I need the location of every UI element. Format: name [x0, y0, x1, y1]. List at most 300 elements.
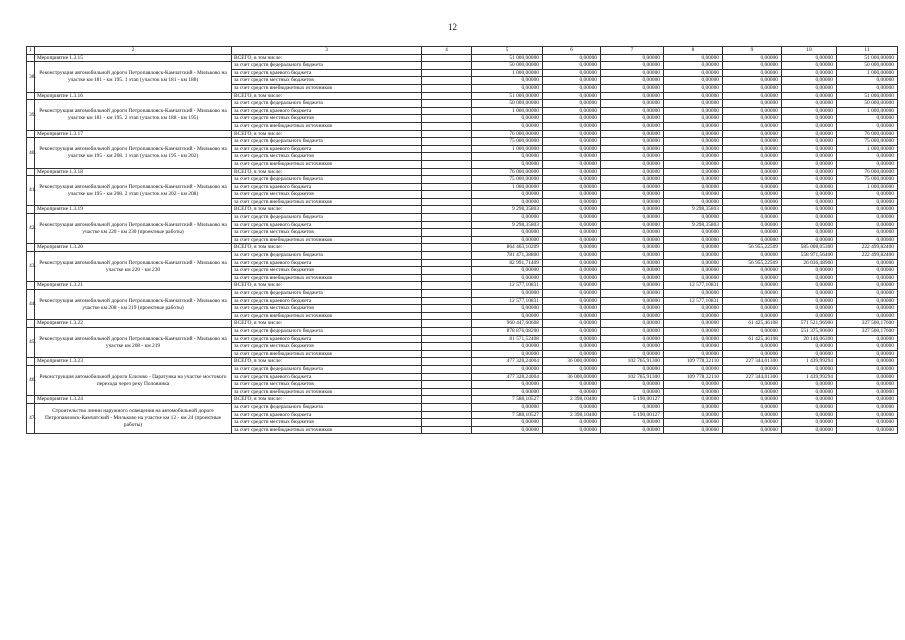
amount-cell: 50 000,00000	[837, 62, 898, 70]
amount-cell: 0,00000	[664, 92, 723, 100]
amount-cell: 0,00000	[664, 381, 723, 389]
column-4-empty	[422, 373, 472, 381]
amount-cell: 0,00000	[543, 312, 601, 320]
event-title: Мероприятие 1.3.15	[35, 54, 232, 62]
amount-cell: 0,00000	[543, 388, 601, 396]
amount-cell: 2 398,10400	[543, 411, 601, 419]
funding-source: за счет средств внебюджетных источников	[232, 312, 422, 320]
column-4-empty	[422, 290, 472, 298]
amount-cell: 0,00000	[723, 290, 782, 298]
column-4-empty	[422, 206, 472, 214]
event-title: Мероприятие 1.3.21	[35, 282, 232, 290]
table-row	[27, 168, 898, 176]
amount-cell: 51 000,00000	[837, 92, 898, 100]
amount-cell: 0,00000	[723, 130, 782, 138]
amount-cell: 0,00000	[723, 153, 782, 161]
amount-cell: 0,00000	[543, 259, 601, 267]
amount-cell: 61 425,46108	[723, 320, 782, 328]
amount-cell: 0,00000	[472, 115, 543, 123]
table-row	[27, 62, 898, 70]
amount-cell: 0,00000	[543, 244, 601, 252]
amount-cell: 0,00000	[543, 403, 601, 411]
funding-source: за счет средств внебюджетных источников	[232, 426, 422, 434]
amount-cell: 12 577,10831	[472, 282, 543, 290]
amount-cell: 0,00000	[782, 236, 837, 244]
table-row	[27, 138, 898, 146]
amount-cell: 7 588,10527	[472, 411, 543, 419]
amount-cell: 0,00000	[472, 267, 543, 275]
table-row	[27, 358, 898, 366]
amount-cell: 0,00000	[601, 290, 664, 298]
event-title: Мероприятие 1.3.16	[35, 92, 232, 100]
amount-cell: 0,00000	[782, 312, 837, 320]
amount-cell: 0,00000	[782, 168, 837, 176]
amount-cell: 26 036,48900	[782, 259, 837, 267]
amount-cell: 0,00000	[543, 381, 601, 389]
amount-cell: 0,00000	[601, 198, 664, 206]
amount-cell: 51 000,00000	[472, 92, 543, 100]
amount-cell: 0,00000	[601, 62, 664, 70]
table-row	[27, 244, 898, 252]
amount-cell: 75 000,00000	[837, 176, 898, 184]
amount-cell: 0,00000	[543, 138, 601, 146]
amount-cell: 0,00000	[472, 77, 543, 85]
object-name: Реконструкция автомобильной дороги Петропавловск-Камчатский - Мильково на участке км 208 - км 219 (проектные работы)	[35, 290, 232, 320]
column-4-empty	[422, 92, 472, 100]
amount-cell: 0,00000	[472, 84, 543, 92]
amount-cell: 0,00000	[837, 358, 898, 366]
amount-cell: 0,00000	[782, 153, 837, 161]
funding-source: за счет средств местных бюджетов	[232, 305, 422, 313]
amount-cell: 0,00000	[837, 403, 898, 411]
amount-cell: 0,00000	[601, 54, 664, 62]
amount-cell: 0,00000	[837, 388, 898, 396]
table-row	[27, 206, 898, 214]
amount-cell: 0,00000	[664, 69, 723, 77]
amount-cell: 81 571,52408	[472, 335, 543, 343]
amount-cell: 102 765,91300	[601, 373, 664, 381]
funding-source: за счет средств федерального бюджета	[232, 62, 422, 70]
amount-cell: 0,00000	[664, 343, 723, 351]
column-4-empty	[422, 176, 472, 184]
amount-cell: 0,00000	[543, 206, 601, 214]
funding-source: за счет средств краевого бюджета	[232, 297, 422, 305]
amount-cell: 0,00000	[723, 305, 782, 313]
amount-cell: 0,00000	[601, 403, 664, 411]
column-4-empty	[422, 122, 472, 130]
funding-source: за счет средств внебюджетных источников	[232, 160, 422, 168]
amount-cell: 0,00000	[601, 252, 664, 260]
amount-cell: 0,00000	[601, 107, 664, 115]
column-4-empty	[422, 305, 472, 313]
amount-cell: 0,00000	[543, 320, 601, 328]
amount-cell: 82 991,71409	[472, 259, 543, 267]
amount-cell: 76 000,00000	[472, 168, 543, 176]
amount-cell: 0,00000	[601, 191, 664, 199]
row-number: 40.	[27, 138, 35, 168]
amount-cell: 0,00000	[543, 236, 601, 244]
row-number-blank	[27, 320, 35, 328]
header-cell: 11	[837, 47, 898, 55]
amount-cell: 0,00000	[601, 365, 664, 373]
amount-cell: 571 521,96900	[782, 320, 837, 328]
amount-cell: 0,00000	[543, 297, 601, 305]
table-row	[27, 92, 898, 100]
row-number-blank	[27, 206, 35, 214]
amount-cell: 0,00000	[837, 335, 898, 343]
amount-cell: 0,00000	[664, 274, 723, 282]
funding-source: за счет средств местных бюджетов	[232, 77, 422, 85]
column-4-empty	[422, 221, 472, 229]
amount-cell: 0,00000	[664, 160, 723, 168]
amount-cell: 0,00000	[664, 130, 723, 138]
funding-source: за счет средств местных бюджетов	[232, 153, 422, 161]
amount-cell: 0,00000	[664, 365, 723, 373]
object-name: Реконструкция автомобильной дороги Петропавловск-Камчатский - Мильково на участке км 181 - км 195. 1 этап (участок км 181 - км 188)	[35, 62, 232, 92]
amount-cell: 0,00000	[664, 259, 723, 267]
amount-cell: 0,00000	[723, 138, 782, 146]
amount-cell: 0,00000	[837, 396, 898, 404]
amount-cell: 0,00000	[723, 274, 782, 282]
amount-cell: 222 499,82400	[837, 244, 898, 252]
amount-cell: 56 955,22509	[723, 259, 782, 267]
amount-cell: 0,00000	[664, 305, 723, 313]
column-4-empty	[422, 191, 472, 199]
funding-source: ВСЕГО, в том числе:	[232, 130, 422, 138]
column-4-empty	[422, 274, 472, 282]
amount-cell: 0,00000	[664, 183, 723, 191]
amount-cell: 9 298,35803	[664, 221, 723, 229]
amount-cell: 0,00000	[543, 350, 601, 358]
funding-source: за счет средств местных бюджетов	[232, 191, 422, 199]
header-cell: 10	[782, 47, 837, 55]
table-row	[27, 54, 898, 62]
amount-cell: 0,00000	[723, 282, 782, 290]
amount-cell: 0,00000	[837, 191, 898, 199]
amount-cell: 51 000,00000	[837, 54, 898, 62]
row-number-blank	[27, 92, 35, 100]
amount-cell: 0,00000	[543, 176, 601, 184]
amount-cell: 1 000,00000	[472, 183, 543, 191]
column-4-empty	[422, 358, 472, 366]
amount-cell: 36 000,00000	[543, 373, 601, 381]
amount-cell: 0,00000	[543, 62, 601, 70]
amount-cell: 0,00000	[601, 236, 664, 244]
amount-cell: 0,00000	[782, 191, 837, 199]
amount-cell: 0,00000	[837, 221, 898, 229]
amount-cell: 2 398,10400	[543, 396, 601, 404]
amount-cell: 0,00000	[837, 267, 898, 275]
header-cell: 2	[35, 47, 232, 55]
amount-cell: 0,00000	[782, 426, 837, 434]
amount-cell: 0,00000	[782, 176, 837, 184]
amount-cell: 1 000,00000	[837, 145, 898, 153]
funding-source: за счет средств федерального бюджета	[232, 176, 422, 184]
amount-cell: 0,00000	[472, 290, 543, 298]
column-4-empty	[422, 335, 472, 343]
column-4-empty	[422, 244, 472, 252]
funding-source: за счет средств федерального бюджета	[232, 252, 422, 260]
amount-cell: 0,00000	[543, 54, 601, 62]
amount-cell: 0,00000	[601, 305, 664, 313]
column-4-empty	[422, 396, 472, 404]
column-4-empty	[422, 343, 472, 351]
amount-cell: 0,00000	[837, 343, 898, 351]
amount-cell: 0,00000	[723, 252, 782, 260]
amount-cell: 0,00000	[782, 92, 837, 100]
funding-source: ВСЕГО, в том числе:	[232, 396, 422, 404]
amount-cell: 0,00000	[472, 350, 543, 358]
amount-cell: 0,00000	[664, 62, 723, 70]
amount-cell: 0,00000	[543, 100, 601, 108]
amount-cell: 0,00000	[664, 168, 723, 176]
object-name: Реконструкция автомобильной дороги Петропавловск-Камчатский - Мильково на участке км 195 - км 208. 2 этап (участок км 202 - км 208)	[35, 176, 232, 206]
amount-cell: 0,00000	[837, 229, 898, 237]
header-cell: 3	[232, 47, 422, 55]
column-4-empty	[422, 130, 472, 138]
event-title: Мероприятие 1.3.19	[35, 206, 232, 214]
header-cell: 4	[422, 47, 472, 55]
amount-cell: 1 000,00000	[837, 107, 898, 115]
amount-cell: 0,00000	[543, 335, 601, 343]
amount-cell: 0,00000	[664, 153, 723, 161]
amount-cell: 0,00000	[723, 183, 782, 191]
object-name: Реконструкция автомобильной дороги Петропавловск-Камчатский - Мильково на участке км 220 - км 230	[35, 252, 232, 282]
amount-cell: 0,00000	[723, 92, 782, 100]
amount-cell: 12 577,10831	[472, 297, 543, 305]
header-row	[27, 47, 898, 55]
amount-cell: 0,00000	[837, 282, 898, 290]
row-number: 41.	[27, 176, 35, 206]
funding-source: за счет средств федерального бюджета	[232, 327, 422, 335]
amount-cell: 0,00000	[782, 100, 837, 108]
amount-cell: 0,00000	[837, 84, 898, 92]
amount-cell: 36 000,00000	[543, 358, 601, 366]
amount-cell: 0,00000	[723, 312, 782, 320]
amount-cell: 0,00000	[664, 100, 723, 108]
amount-cell: 0,00000	[601, 77, 664, 85]
row-number: 45.	[27, 327, 35, 357]
column-4-empty	[422, 259, 472, 267]
amount-cell: 0,00000	[782, 84, 837, 92]
amount-cell: 0,00000	[664, 327, 723, 335]
amount-cell: 0,00000	[782, 138, 837, 146]
amount-cell: 0,00000	[664, 419, 723, 427]
amount-cell: 0,00000	[723, 365, 782, 373]
row-number: 42.	[27, 214, 35, 244]
amount-cell: 0,00000	[472, 274, 543, 282]
table-row	[27, 365, 898, 373]
amount-cell: 75 000,00000	[472, 138, 543, 146]
amount-cell: 0,00000	[601, 381, 664, 389]
funding-source: за счет средств федерального бюджета	[232, 365, 422, 373]
amount-cell: 0,00000	[543, 84, 601, 92]
amount-cell: 0,00000	[723, 198, 782, 206]
funding-source: за счет средств краевого бюджета	[232, 259, 422, 267]
amount-cell: 0,00000	[601, 282, 664, 290]
amount-cell: 0,00000	[543, 122, 601, 130]
amount-cell: 0,00000	[782, 115, 837, 123]
column-4-empty	[422, 77, 472, 85]
amount-cell: 0,00000	[723, 206, 782, 214]
column-4-empty	[422, 153, 472, 161]
amount-cell: 0,00000	[543, 214, 601, 222]
amount-cell: 0,00000	[601, 206, 664, 214]
amount-cell: 51 000,00000	[472, 54, 543, 62]
amount-cell: 0,00000	[664, 396, 723, 404]
row-number: 43.	[27, 252, 35, 282]
amount-cell: 0,00000	[782, 107, 837, 115]
amount-cell: 0,00000	[543, 145, 601, 153]
amount-cell: 0,00000	[723, 145, 782, 153]
header-cell: 5	[472, 47, 543, 55]
amount-cell: 0,00000	[664, 229, 723, 237]
amount-cell: 0,00000	[601, 138, 664, 146]
amount-cell: 0,00000	[601, 419, 664, 427]
amount-cell: 0,00000	[723, 221, 782, 229]
amount-cell: 109 778,32110	[664, 373, 723, 381]
amount-cell: 0,00000	[664, 145, 723, 153]
amount-cell: 0,00000	[472, 403, 543, 411]
column-4-empty	[422, 320, 472, 328]
amount-cell: 0,00000	[664, 77, 723, 85]
funding-source: за счет средств краевого бюджета	[232, 69, 422, 77]
amount-cell: 222 499,82400	[837, 252, 898, 260]
amount-cell: 75 000,00000	[837, 138, 898, 146]
amount-cell: 0,00000	[782, 381, 837, 389]
amount-cell: 0,00000	[664, 54, 723, 62]
amount-cell: 0,00000	[782, 282, 837, 290]
amount-cell: 0,00000	[543, 69, 601, 77]
amount-cell: 0,00000	[782, 305, 837, 313]
column-4-empty	[422, 107, 472, 115]
column-4-empty	[422, 54, 472, 62]
amount-cell: 0,00000	[543, 365, 601, 373]
event-title: Мероприятие 1.3.24	[35, 396, 232, 404]
row-number: 38.	[27, 62, 35, 92]
amount-cell: 0,00000	[543, 274, 601, 282]
amount-cell: 0,00000	[782, 365, 837, 373]
amount-cell: 0,00000	[472, 381, 543, 389]
amount-cell: 0,00000	[837, 236, 898, 244]
amount-cell: 960 447,60608	[472, 320, 543, 328]
amount-cell: 0,00000	[723, 115, 782, 123]
amount-cell: 0,00000	[601, 100, 664, 108]
amount-cell: 0,00000	[837, 297, 898, 305]
funding-source: за счет средств краевого бюджета	[232, 373, 422, 381]
amount-cell: 0,00000	[543, 343, 601, 351]
row-number: 47.	[27, 403, 35, 433]
amount-cell: 0,00000	[723, 160, 782, 168]
amount-cell: 109 778,32110	[664, 358, 723, 366]
amount-cell: 0,00000	[782, 145, 837, 153]
funding-source: ВСЕГО, в том числе:	[232, 92, 422, 100]
amount-cell: 0,00000	[723, 388, 782, 396]
funding-source: за счет средств федерального бюджета	[232, 100, 422, 108]
column-4-empty	[422, 297, 472, 305]
amount-cell: 0,00000	[664, 350, 723, 358]
object-name: Реконструкция автомобильной дороги Петропавловск-Камчатский - Мильково на участке км 181 - км 195. 2 этап (участок км 188 - км 195)	[35, 100, 232, 130]
funding-source: за счет средств федерального бюджета	[232, 403, 422, 411]
amount-cell: 1 000,00000	[472, 145, 543, 153]
amount-cell: 0,00000	[664, 244, 723, 252]
amount-cell: 0,00000	[664, 335, 723, 343]
funding-source: за счет средств местных бюджетов	[232, 267, 422, 275]
amount-cell: 0,00000	[782, 419, 837, 427]
amount-cell: 0,00000	[837, 122, 898, 130]
amount-cell: 0,00000	[472, 305, 543, 313]
amount-cell: 0,00000	[837, 426, 898, 434]
funding-source: за счет средств местных бюджетов	[232, 115, 422, 123]
funding-source: ВСЕГО, в том числе:	[232, 168, 422, 176]
amount-cell: 0,00000	[543, 282, 601, 290]
table-row	[27, 396, 898, 404]
funding-source: за счет средств внебюджетных источников	[232, 350, 422, 358]
amount-cell: 0,00000	[837, 373, 898, 381]
funding-source: за счет средств краевого бюджета	[232, 335, 422, 343]
amount-cell: 0,00000	[601, 176, 664, 184]
column-4-empty	[422, 69, 472, 77]
amount-cell: 0,00000	[543, 183, 601, 191]
amount-cell: 0,00000	[601, 168, 664, 176]
amount-cell: 0,00000	[723, 327, 782, 335]
row-number-blank	[27, 130, 35, 138]
amount-cell: 0,00000	[664, 236, 723, 244]
amount-cell: 0,00000	[782, 267, 837, 275]
amount-cell: 0,00000	[837, 411, 898, 419]
amount-cell: 0,00000	[601, 320, 664, 328]
amount-cell: 0,00000	[543, 115, 601, 123]
amount-cell: 0,00000	[664, 267, 723, 275]
amount-cell: 0,00000	[782, 62, 837, 70]
amount-cell: 0,00000	[601, 145, 664, 153]
amount-cell: 0,00000	[723, 214, 782, 222]
amount-cell: 0,00000	[782, 388, 837, 396]
column-4-empty	[422, 229, 472, 237]
amount-cell: 0,00000	[472, 160, 543, 168]
funding-source: ВСЕГО, в том числе:	[232, 54, 422, 62]
amount-cell: 0,00000	[782, 198, 837, 206]
column-4-empty	[422, 419, 472, 427]
amount-cell: 0,00000	[723, 419, 782, 427]
amount-cell: 0,00000	[782, 214, 837, 222]
amount-cell: 0,00000	[782, 403, 837, 411]
amount-cell: 0,00000	[472, 343, 543, 351]
column-4-empty	[422, 236, 472, 244]
amount-cell: 0,00000	[837, 77, 898, 85]
funding-source: ВСЕГО, в том числе:	[232, 282, 422, 290]
amount-cell: 0,00000	[543, 290, 601, 298]
amount-cell: 12 577,10831	[664, 297, 723, 305]
amount-cell: 0,00000	[837, 206, 898, 214]
amount-cell: 0,00000	[723, 236, 782, 244]
amount-cell: 0,00000	[664, 122, 723, 130]
funding-source: ВСЕГО, в том числе:	[232, 206, 422, 214]
amount-cell: 76 000,00000	[837, 168, 898, 176]
funding-source: за счет средств федерального бюджета	[232, 214, 422, 222]
funding-source: за счет средств местных бюджетов	[232, 419, 422, 427]
amount-cell: 0,00000	[601, 274, 664, 282]
amount-cell: 0,00000	[543, 221, 601, 229]
row-number-blank	[27, 396, 35, 404]
table-row	[27, 403, 898, 411]
amount-cell: 0,00000	[601, 221, 664, 229]
amount-cell: 0,00000	[837, 198, 898, 206]
amount-cell: 327 500,17600	[837, 327, 898, 335]
amount-cell: 9 298,35803	[664, 206, 723, 214]
amount-cell: 0,00000	[664, 426, 723, 434]
amount-cell: 0,00000	[782, 77, 837, 85]
